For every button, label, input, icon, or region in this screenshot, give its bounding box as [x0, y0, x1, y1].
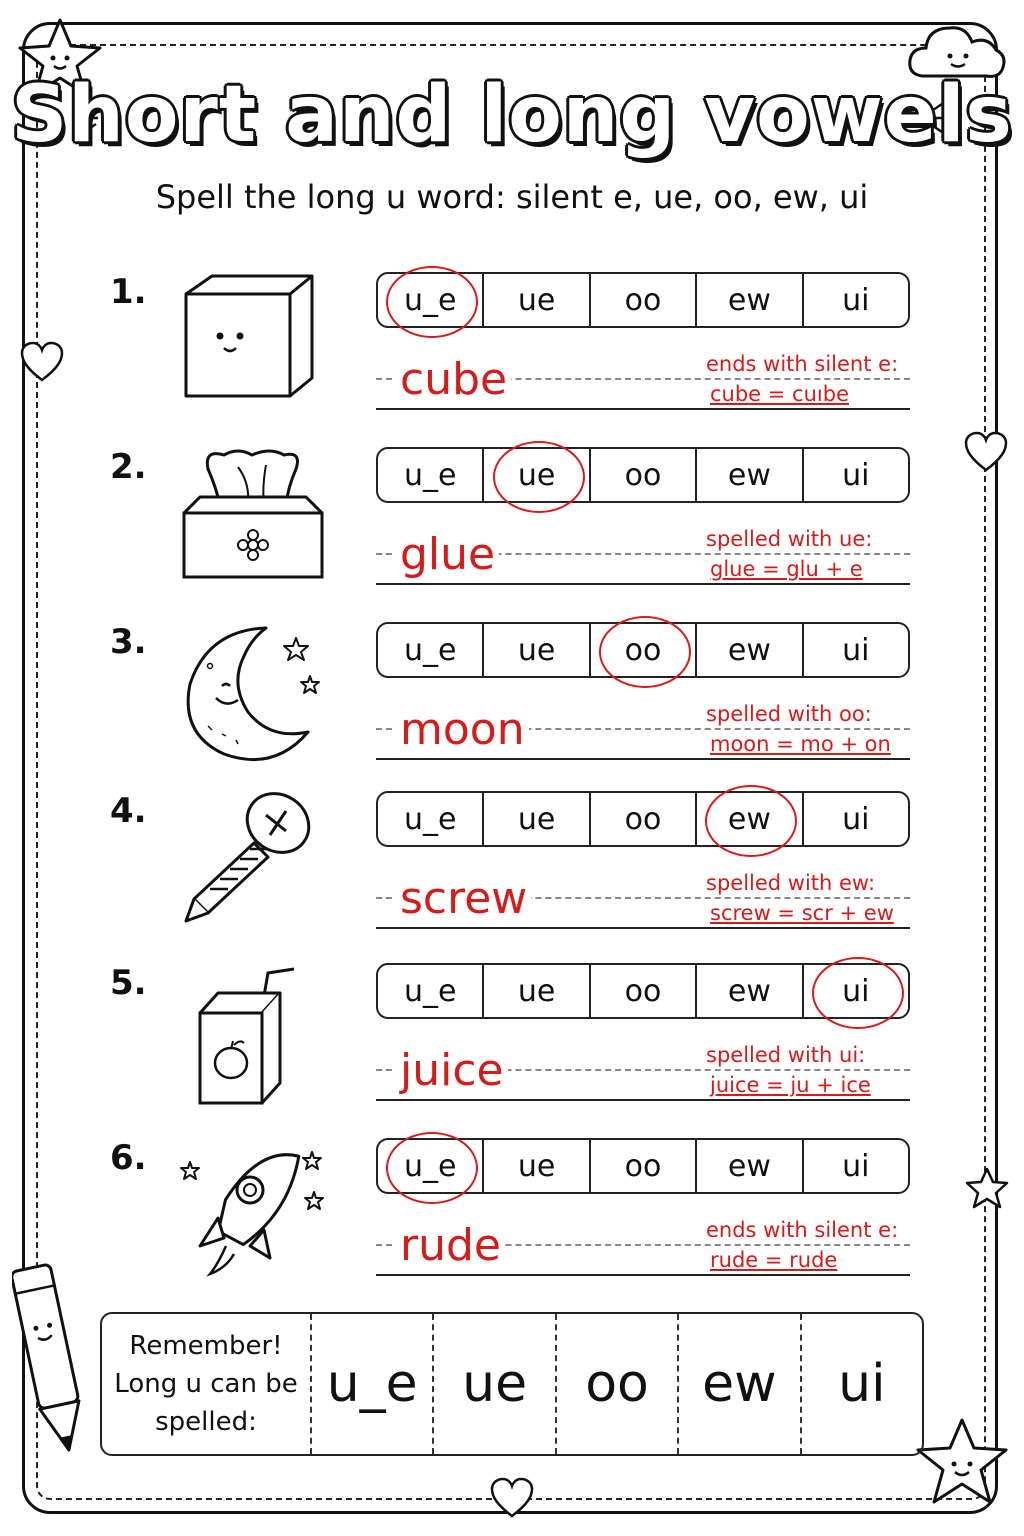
- choice-ui[interactable]: ui: [802, 624, 908, 676]
- spelling-pattern: oo: [555, 1314, 677, 1454]
- spelling-note: spelled with oo:: [706, 702, 872, 726]
- choice-ew[interactable]: ew: [695, 274, 801, 326]
- exercise-row: [0, 272, 1024, 442]
- spelling-breakdown: rude = rude: [710, 1248, 838, 1272]
- spelling-breakdown: moon = mo + on: [710, 732, 891, 756]
- exercise-row: [0, 963, 1024, 1133]
- item-number: 4.: [110, 791, 147, 831]
- item-number: 2.: [110, 447, 147, 487]
- spelling-note: ends with silent e:: [706, 352, 899, 376]
- spelling-choices: [376, 272, 910, 328]
- choice-ui[interactable]: ui: [802, 1140, 908, 1192]
- item-number: 1.: [110, 272, 147, 312]
- answer-base-line: [376, 758, 910, 760]
- spelling-breakdown: juice = ju + ice: [710, 1073, 871, 1097]
- spelling-pattern: ue: [432, 1314, 554, 1454]
- remember-text: spelled:: [155, 1407, 257, 1437]
- moon-icon: [178, 622, 328, 772]
- spelling-choices: [376, 963, 910, 1019]
- choice-oo[interactable]: oo: [589, 274, 695, 326]
- rocket-icon: [178, 1138, 328, 1288]
- spelling-choices: [376, 791, 910, 847]
- choice-u_e[interactable]: u_e: [403, 457, 457, 493]
- remember-box: [100, 1312, 924, 1456]
- exercise-row: [0, 622, 1024, 792]
- star-icon: [912, 1414, 1012, 1510]
- choice-u_e[interactable]: u_e: [378, 1140, 482, 1192]
- item-number: 3.: [110, 622, 147, 662]
- choice-ue[interactable]: ue: [482, 624, 588, 676]
- tissue-box-icon: [178, 447, 328, 597]
- choice-u_e[interactable]: u_e: [378, 274, 482, 326]
- answer-base-line: [376, 1099, 910, 1101]
- screw-icon: [178, 791, 328, 941]
- answer-word: juice: [396, 1045, 508, 1096]
- spelling-note: spelled with ui:: [706, 1043, 866, 1067]
- choice-ew[interactable]: ew: [695, 793, 801, 845]
- item-number: 5.: [110, 963, 147, 1003]
- spelling-choices: [376, 1138, 910, 1194]
- answer-base-line: [376, 408, 910, 410]
- answer-word: screw: [396, 873, 531, 924]
- choice-u_e[interactable]: u_e: [403, 973, 457, 1009]
- choice-ui[interactable]: ui: [802, 449, 908, 501]
- answer-word: moon: [396, 704, 529, 755]
- choice-oo[interactable]: oo: [589, 449, 695, 501]
- remember-label: [102, 1314, 310, 1454]
- choice-ew[interactable]: ew: [695, 449, 801, 501]
- choice-oo[interactable]: oo: [589, 624, 695, 676]
- spelling-breakdown: screw = scr + ew: [710, 901, 894, 925]
- spelling-breakdown: cube = cuıbe: [710, 382, 849, 406]
- exercise-row: [0, 1138, 1024, 1308]
- choice-ew[interactable]: ew: [695, 1140, 801, 1192]
- exercise-row: [0, 447, 1024, 617]
- cube-icon: [178, 272, 328, 422]
- spelling-note: spelled with ew:: [706, 871, 876, 895]
- instructions: Spell the long u word: silent e, ue, oo, ew, ui: [155, 178, 869, 216]
- choice-ew[interactable]: ew: [695, 965, 801, 1017]
- choice-ue[interactable]: ue: [482, 1140, 588, 1192]
- choice-ui[interactable]: ui: [802, 793, 908, 845]
- choice-ue[interactable]: ue: [482, 793, 588, 845]
- choice-ew[interactable]: ew: [695, 624, 801, 676]
- choice-u_e[interactable]: u_e: [403, 632, 457, 668]
- spelling-choices: [376, 447, 910, 503]
- choice-u_e[interactable]: u_e: [403, 801, 457, 837]
- answer-word: glue: [396, 529, 499, 580]
- choice-ue[interactable]: ue: [482, 449, 588, 501]
- spelling-note: spelled with ue:: [706, 527, 873, 551]
- answer-base-line: [376, 927, 910, 929]
- item-number: 6.: [110, 1138, 147, 1178]
- answer-word: rude: [396, 1220, 505, 1271]
- page-title: Short and long vowels: [11, 70, 1013, 160]
- answer-word: cube: [396, 354, 511, 405]
- spelling-pattern: ui: [800, 1314, 922, 1454]
- exercise-row: [0, 791, 1024, 961]
- choice-ui[interactable]: ui: [802, 965, 908, 1017]
- remember-heading: Remember!: [129, 1331, 283, 1361]
- choice-oo[interactable]: oo: [589, 1140, 695, 1192]
- choice-ue[interactable]: ue: [482, 965, 588, 1017]
- answer-base-line: [376, 1274, 910, 1276]
- remember-text: Long u can be: [114, 1369, 298, 1399]
- spelling-pattern: ew: [677, 1314, 799, 1454]
- choice-ue[interactable]: ue: [482, 274, 588, 326]
- choice-oo[interactable]: oo: [589, 965, 695, 1017]
- spelling-pattern: u_e: [310, 1314, 432, 1454]
- choice-ui[interactable]: ui: [802, 274, 908, 326]
- spelling-breakdown: glue = glu + e: [710, 557, 863, 581]
- spelling-choices: [376, 622, 910, 678]
- answer-base-line: [376, 583, 910, 585]
- choice-oo[interactable]: oo: [589, 793, 695, 845]
- juice-box-icon: [178, 963, 328, 1113]
- spelling-note: ends with silent e:: [706, 1218, 899, 1242]
- heart-icon: [488, 1476, 536, 1520]
